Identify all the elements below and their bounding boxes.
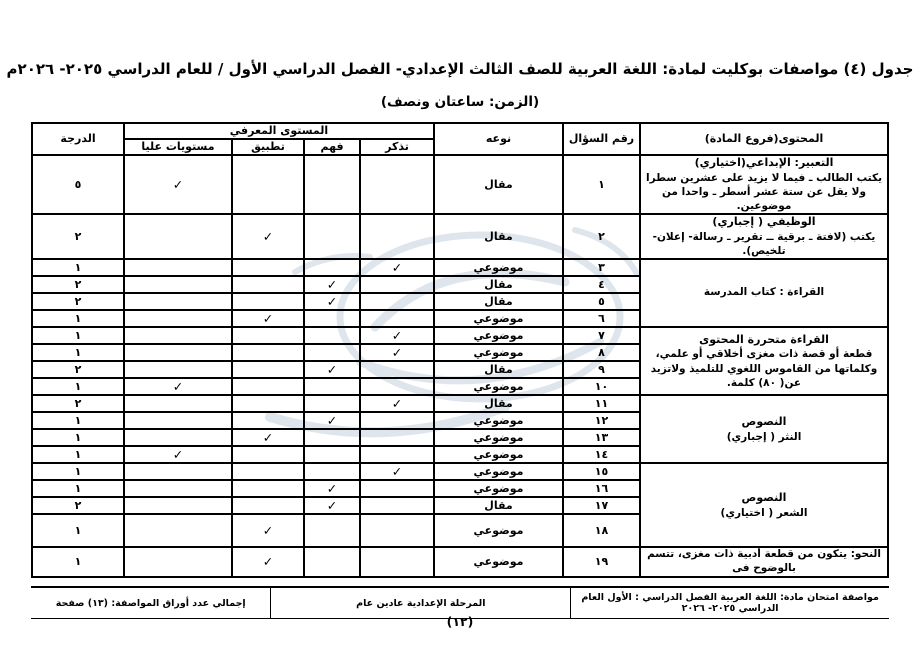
- header-degree: الدرجة: [32, 123, 124, 155]
- question-type: موضوعي: [434, 429, 563, 446]
- check-recall: [360, 276, 434, 293]
- check-application: ✓: [232, 214, 304, 259]
- header-application: تطبيق: [232, 139, 304, 155]
- check-comprehension: [304, 446, 360, 463]
- content-cell: [640, 155, 888, 214]
- question-number: ١٦: [563, 480, 640, 497]
- check-higher: [124, 310, 232, 327]
- degree-cell: ١: [32, 344, 124, 361]
- degree-cell: ١: [32, 310, 124, 327]
- question-number: ٨: [563, 344, 640, 361]
- check-application: ✓: [232, 514, 304, 547]
- degree-cell: ٢: [32, 214, 124, 259]
- question-type: مقال: [434, 155, 563, 214]
- content-body: قطعة أو قصة ذات مغزى أخلاقي أو علمي، وكلماتها من القاموس اللغوي للتلميذ ولاتزيد عن( ٨٠) كلمة.: [650, 348, 878, 389]
- check-application: [232, 463, 304, 480]
- question-number: ٦: [563, 310, 640, 327]
- check-higher: [124, 259, 232, 276]
- degree-cell: ١: [32, 429, 124, 446]
- degree-cell: ١: [32, 446, 124, 463]
- check-application: [232, 378, 304, 395]
- question-number: ١٠: [563, 378, 640, 395]
- check-comprehension: ✓: [304, 412, 360, 429]
- check-higher: [124, 429, 232, 446]
- question-number: ٧: [563, 327, 640, 344]
- header-question-no: رقم السؤال: [563, 123, 640, 155]
- degree-cell: ١: [32, 514, 124, 547]
- degree-cell: ١: [32, 547, 124, 576]
- question-number: ١١: [563, 395, 640, 412]
- degree-cell: ٢: [32, 361, 124, 378]
- check-recall: [360, 429, 434, 446]
- question-number: ١٩: [563, 547, 640, 576]
- check-higher: ✓: [124, 378, 232, 395]
- check-comprehension: ✓: [304, 480, 360, 497]
- table-row: [32, 214, 888, 259]
- check-recall: ✓: [360, 344, 434, 361]
- degree-cell: ٢: [32, 497, 124, 514]
- check-recall: ✓: [360, 463, 434, 480]
- check-comprehension: [304, 429, 360, 446]
- question-type: مقال: [434, 361, 563, 378]
- check-application: [232, 344, 304, 361]
- question-type: مقال: [434, 395, 563, 412]
- question-number: ٩: [563, 361, 640, 378]
- question-number: ١٧: [563, 497, 640, 514]
- check-higher: ✓: [124, 446, 232, 463]
- table-row: [32, 547, 888, 576]
- spec-table: [31, 122, 889, 578]
- check-higher: [124, 547, 232, 576]
- check-comprehension: ✓: [304, 361, 360, 378]
- content-body: النثر ( إجباري): [726, 430, 802, 443]
- question-type: موضوعي: [434, 344, 563, 361]
- content-cell: [640, 463, 888, 547]
- check-higher: [124, 497, 232, 514]
- content-body: يكتب (لافتة ـ برقية ــ تقرير ـ رسالة- إعلان- تلخيص).: [652, 230, 876, 258]
- table-row: [32, 463, 888, 480]
- content-title: القراءة : كتاب المدرسة: [703, 286, 825, 299]
- check-higher: [124, 327, 232, 344]
- header-content: المحتوى(فروع المادة): [640, 123, 888, 155]
- check-recall: [360, 480, 434, 497]
- content-cell: [640, 547, 888, 576]
- footer-exam-spec: مواصفة امتحان مادة: اللغة العربية الفصل الدراسي : الأول العام الدراسي ٢٠٢٥- ٢٠٢٦: [581, 592, 879, 614]
- check-comprehension: [304, 327, 360, 344]
- content-cell: [640, 395, 888, 463]
- check-comprehension: ✓: [304, 497, 360, 514]
- check-comprehension: [304, 395, 360, 412]
- check-higher: ✓: [124, 155, 232, 214]
- check-application: [232, 412, 304, 429]
- page-number: (١٢): [446, 614, 474, 629]
- question-type: موضوعي: [434, 547, 563, 576]
- degree-cell: ١: [32, 327, 124, 344]
- question-type: موضوعي: [434, 446, 563, 463]
- question-type: موضوعي: [434, 412, 563, 429]
- check-higher: [124, 412, 232, 429]
- check-comprehension: [304, 547, 360, 576]
- check-application: [232, 480, 304, 497]
- check-recall: [360, 497, 434, 514]
- header-recall: تذكر: [360, 139, 434, 155]
- check-comprehension: [304, 344, 360, 361]
- footer-page-count: إجمالي عدد أوراق المواصفة: (١٣) صفحة: [55, 597, 246, 609]
- question-number: ١٤: [563, 446, 640, 463]
- degree-cell: ١: [32, 480, 124, 497]
- check-recall: ✓: [360, 259, 434, 276]
- check-higher: [124, 344, 232, 361]
- check-application: [232, 155, 304, 214]
- question-type: مقال: [434, 293, 563, 310]
- check-recall: [360, 155, 434, 214]
- check-application: [232, 276, 304, 293]
- check-higher: [124, 293, 232, 310]
- check-comprehension: [304, 214, 360, 259]
- question-number: ١٨: [563, 514, 640, 547]
- content-cell: [640, 214, 888, 259]
- content-title: التعبير: الإبداعي(اختياري): [694, 155, 834, 169]
- degree-cell: ١: [32, 259, 124, 276]
- check-comprehension: [304, 155, 360, 214]
- question-type: موضوعي: [434, 463, 563, 480]
- check-comprehension: [304, 378, 360, 395]
- content-title: النصوص: [741, 414, 787, 428]
- content-body: يكتب الطالب ـ فيما لا يزيد على عشرين سطرا ولا يقل عن ستة عشر أسطر ـ واحدا من موضوعين.: [645, 171, 883, 212]
- check-recall: [360, 214, 434, 259]
- footer-stage: المرحلة الإعدادية عادين عام: [270, 588, 571, 618]
- table-row: [32, 327, 888, 344]
- check-application: ✓: [232, 429, 304, 446]
- check-higher: [124, 361, 232, 378]
- header-type: نوعه: [434, 123, 563, 155]
- check-application: [232, 497, 304, 514]
- check-application: [232, 361, 304, 378]
- degree-cell: ٢: [32, 293, 124, 310]
- table-row: [32, 259, 888, 276]
- check-application: ✓: [232, 310, 304, 327]
- check-comprehension: ✓: [304, 276, 360, 293]
- question-number: ١٥: [563, 463, 640, 480]
- content-title: النصوص: [741, 490, 787, 504]
- content-cell: [640, 259, 888, 327]
- check-comprehension: [304, 310, 360, 327]
- document-title: جدول (٤) مواصفات بوكليت لمادة: اللغة العربية للصف الثالث الإعدادي- الفصل الدراسي الأول / للعام الدراسي ٢٠٢٥- ٢٠٢٦م: [6, 60, 914, 78]
- check-higher: [124, 395, 232, 412]
- check-comprehension: [304, 514, 360, 547]
- content-title: القراءة متحررة المحتوى: [699, 332, 829, 346]
- header-higher-levels: مستويات عليا: [124, 139, 232, 155]
- question-number: ٣: [563, 259, 640, 276]
- check-recall: [360, 446, 434, 463]
- check-higher: [124, 463, 232, 480]
- check-recall: [360, 547, 434, 576]
- question-type: موضوعي: [434, 327, 563, 344]
- check-application: [232, 259, 304, 276]
- check-recall: [360, 378, 434, 395]
- check-recall: ✓: [360, 395, 434, 412]
- check-higher: [124, 214, 232, 259]
- question-number: ١٢: [563, 412, 640, 429]
- check-recall: [360, 293, 434, 310]
- check-comprehension: [304, 259, 360, 276]
- question-type: موضوعي: [434, 259, 563, 276]
- content-title: النحو: يتكون من قطعة أدبية ذات مغزى، تتسم بالوضوح فى: [647, 548, 881, 574]
- degree-cell: ٢: [32, 276, 124, 293]
- content-body: الشعر ( اختياري): [720, 506, 808, 519]
- check-application: ✓: [232, 547, 304, 576]
- degree-cell: ٢: [32, 395, 124, 412]
- question-number: ١: [563, 155, 640, 214]
- check-application: [232, 327, 304, 344]
- check-recall: [360, 361, 434, 378]
- check-higher: [124, 276, 232, 293]
- question-number: ١٣: [563, 429, 640, 446]
- content-cell: [640, 327, 888, 395]
- question-type: موضوعي: [434, 378, 563, 395]
- degree-cell: ٥: [32, 155, 124, 214]
- check-higher: [124, 480, 232, 497]
- check-application: [232, 395, 304, 412]
- check-application: [232, 446, 304, 463]
- question-number: ٢: [563, 214, 640, 259]
- check-comprehension: ✓: [304, 293, 360, 310]
- header-cognitive-level: المستوى المعرفي: [124, 123, 434, 139]
- table-row: [32, 155, 888, 214]
- question-type: مقال: [434, 276, 563, 293]
- check-recall: [360, 310, 434, 327]
- question-type: موضوعي: [434, 514, 563, 547]
- question-number: ٥: [563, 293, 640, 310]
- degree-cell: ١: [32, 378, 124, 395]
- question-type: مقال: [434, 497, 563, 514]
- question-number: ٤: [563, 276, 640, 293]
- check-recall: [360, 514, 434, 547]
- question-type: مقال: [434, 214, 563, 259]
- check-recall: [360, 412, 434, 429]
- table-row: [32, 395, 888, 412]
- check-recall: ✓: [360, 327, 434, 344]
- document-subtitle: (الزمن: ساعتان ونصف): [380, 94, 540, 110]
- degree-cell: ١: [32, 463, 124, 480]
- question-type: موضوعي: [434, 480, 563, 497]
- check-comprehension: [304, 463, 360, 480]
- question-type: موضوعي: [434, 310, 563, 327]
- header-comprehension: فهم: [304, 139, 360, 155]
- degree-cell: ١: [32, 412, 124, 429]
- content-title: الوظيفي ( إجباري): [712, 215, 816, 229]
- check-application: [232, 293, 304, 310]
- check-higher: [124, 514, 232, 547]
